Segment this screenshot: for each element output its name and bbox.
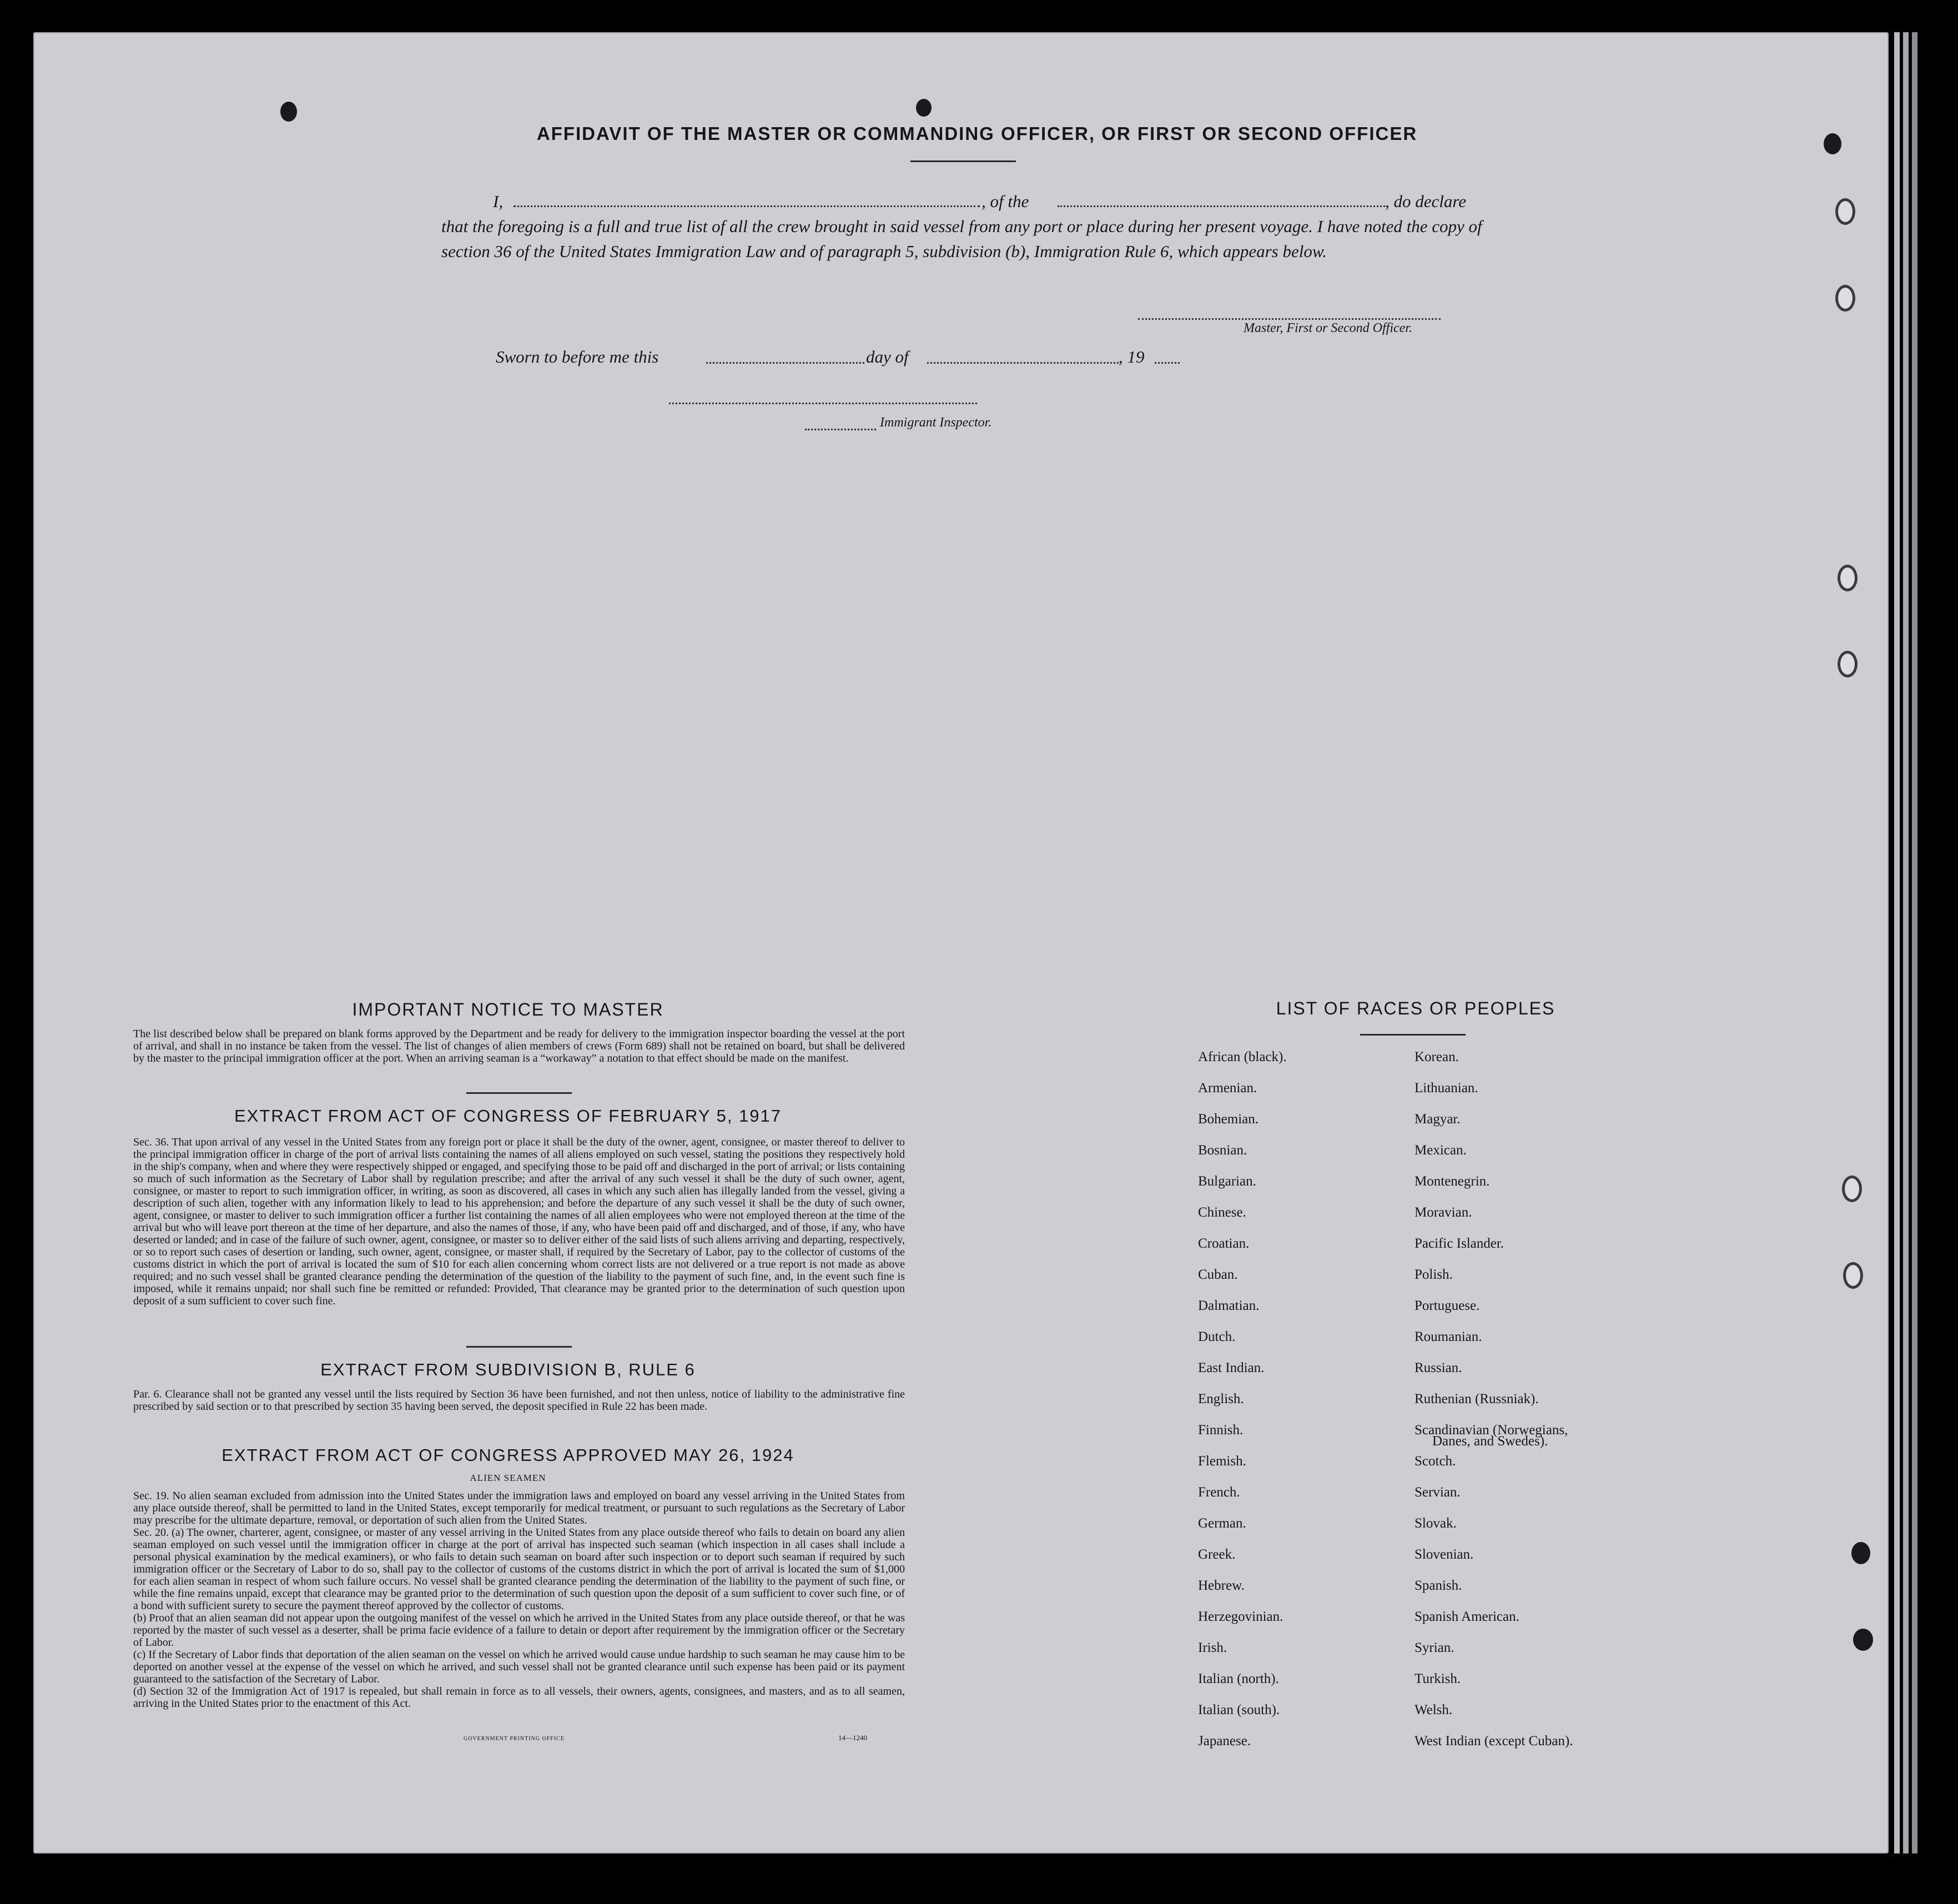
race-item: Welsh. [1415,1702,1453,1717]
punch-hole [1824,133,1841,154]
punch-hole [1853,1629,1873,1651]
page-edge [1912,32,1917,1853]
race-item: African (black). [1198,1049,1287,1064]
race-item: Russian. [1415,1360,1462,1375]
race-item: German. [1198,1516,1246,1531]
race-item: Montenegrin. [1415,1174,1490,1189]
sec-19: Sec. 19. No alien seaman excluded from admission into the United States under the immigration laws and employed on board any vessel arriving in the United States from any place outside thereof, shall be permitted to land in the United States, except temporarily for medical treatment, or pursuant to such regulations as the Secretary of Labor may prescribe for the ultimate departure, removal, or deportation of such alien from the United States. [133,1490,905,1526]
page-edge [1903,32,1909,1853]
notice-title: IMPORTANT NOTICE TO MASTER [352,999,664,1019]
sworn-text: Sworn to before me this [496,347,659,366]
extract-1917-title: EXTRACT FROM ACT OF CONGRESS OF FEBRUARY 5, 1917 [234,1106,782,1126]
extract-rule6-title: EXTRACT FROM SUBDIVISION B, RULE 6 [320,1360,696,1379]
race-item: West Indian (except Cuban). [1415,1734,1573,1749]
race-item: East Indian. [1198,1360,1265,1375]
punch-hole [1842,1175,1862,1202]
race-item: Roumanian. [1415,1329,1482,1344]
race-item: Turkish. [1415,1671,1461,1686]
race-item: Syrian. [1415,1640,1454,1655]
master-signature-label: Master, First or Second Officer. [1244,321,1412,335]
race-item: Mexican. [1415,1143,1467,1158]
race-item: Italian (north). [1198,1671,1279,1686]
form-number: 14—1240 [838,1734,867,1742]
name-blank[interactable] [514,205,980,207]
sec-20c: (c) If the Secretary of Labor finds that deportation of the alien seaman on the vessel on which he arrived would cause undue hardship to such seaman he may cause him to be deported on another vessel at the expense of the vessel on which he arrived, and such vessel shall not be granted clearance until such expense has been paid or its payment guaranteed to the satisfaction of the Secretary of Labor. [133,1649,905,1685]
race-item: Pacific Islander. [1415,1236,1504,1251]
vessel-blank[interactable] [1058,205,1385,207]
punch-hole [1838,651,1858,677]
sec-20b: (b) Proof that an alien seaman did not appear upon the outgoing manifest of the vessel on which he arrived in the United States from any place outside thereof, or that he was reported by the master of such vessel as a deserter, shall be prima facie evidence of a failure to detain or deport after requirement by the immigration officer or the Secretary of Labor. [133,1612,905,1649]
race-item: Polish. [1415,1267,1453,1282]
title-underline [910,160,1016,162]
race-item: Bosnian. [1198,1143,1247,1158]
punch-hole [1835,198,1855,225]
race-item: Bohemian. [1198,1112,1259,1127]
affidavit-i: I, [493,192,504,211]
race-item: Moravian. [1415,1205,1472,1220]
race-item: Italian (south). [1198,1702,1280,1717]
race-item: Cuban. [1198,1267,1238,1282]
race-item: Scandinavian (Norwegians, [1415,1423,1568,1438]
month-blank[interactable] [927,362,1119,364]
race-item: French. [1198,1485,1240,1500]
race-item-continuation: Danes, and Swedes). [1432,1434,1548,1449]
race-item: Lithuanian. [1415,1081,1478,1096]
inspector-sub-line [805,429,876,430]
race-item: Dutch. [1198,1329,1236,1344]
race-item: Dalmatian. [1198,1298,1260,1313]
affidavit-declare: , do declare [1385,192,1467,211]
race-item: Finnish. [1198,1423,1244,1438]
race-item: Ruthenian (Russniak). [1415,1391,1539,1406]
page-edge [1894,32,1900,1853]
race-item: Korean. [1415,1049,1459,1064]
master-signature-line[interactable] [1138,318,1441,320]
races-title-underline [1360,1034,1466,1036]
section-divider [466,1092,572,1094]
race-item: Chinese. [1198,1205,1246,1220]
race-item: Herzegovinian. [1198,1609,1283,1624]
affidavit-text: that the foregoing is a full and true list of all the crew brought in said vessel from any port or place during her present voyage. I have noted the copy of section 36 of the United States Immigration Law and of paragraph 5, subdivision (b), Immigration Rule 6, which appears below. [441,217,1482,261]
printer-imprint: GOVERNMENT PRINTING OFFICE [464,1736,565,1742]
inspector-label: Immigrant Inspector. [880,415,992,430]
race-item: Servian. [1415,1485,1461,1500]
punch-hole [1843,1262,1863,1289]
year-blank[interactable] [1155,362,1180,364]
punch-hole [1838,565,1858,591]
race-item: Spanish. [1415,1578,1462,1593]
day-blank[interactable] [706,362,864,364]
race-item: Portuguese. [1415,1298,1480,1313]
sec-20d: (d) Section 32 of the Immigration Act of 1917 is repealed, but shall remain in force as to all vessels, their owners, agents, consignees, and masters, and as to all seamen, arriving in the United States prior to the enactment of this Act. [133,1685,905,1710]
race-item: Slovenian. [1415,1547,1474,1562]
race-item: Bulgarian. [1198,1174,1256,1189]
punch-hole [1851,1542,1870,1564]
affidavit-of-the: , of the [981,192,1029,211]
extract-rule6-text: Par. 6. Clearance shall not be granted any vessel until the lists required by Section 36 have been furnished, and not then unless, notice of liability to the administrative fine prescribed by said section or to that prescribed by section 35 having been served, the deposit specified in Rule 22 has been made. [133,1388,905,1413]
year-prefix: , 19 [1119,347,1145,366]
race-item: Slovak. [1415,1516,1457,1531]
extract-1924-title: EXTRACT FROM ACT OF CONGRESS APPROVED MAY 26, 1924 [222,1445,794,1465]
punch-hole [1835,285,1855,312]
section-divider [466,1346,572,1348]
alien-seamen-subtitle: ALIEN SEAMEN [470,1473,546,1483]
punch-hole [916,99,932,117]
race-item: Hebrew. [1198,1578,1245,1593]
sec-20a: Sec. 20. (a) The owner, charterer, agent, consignee, or master of any vessel arriving in the United States from any place outside thereof who fails to detain on board any alien seaman employed on such vessel until the immigration officer in charge at the port of arrival has inspected such seaman (which inspection in all cases shall include a personal physical examination by the medical examiners), or who fails to detain such seaman on board after such inspection or to deport such seaman if required by such immigration officer or the Secretary of Labor to do so, shall pay to the collector of customs of the customs district in which the port of arrival is located the sum of $1,000 for each alien seaman in respect of whom such failure occurs. No vessel shall be granted clearance pending the determination of the liability to the payment of such fine, or while the fine remains unpaid, except that clearance may be granted prior to the determination of such question upon the deposit of a sum sufficient to cover such fine, or of a bond with sufficient surety to secure the payment thereof approved by the collector of customs. [133,1526,905,1612]
day-of-text: day of [866,347,909,366]
race-item: Magyar. [1415,1112,1461,1127]
notice-text: The list described below shall be prepared on blank forms approved by the Department and be ready for delivery to the immigration inspector boarding the vessel at the port of arrival, and shall in no instance be taken from the vessel. The list of changes of alien members of crews (Form 689) shall not be retained on board, but shall be delivered by the master to the principal immigration officer at the port. When an arriving seaman is a “workaway” a notation to that effect should be made on the manifest. [133,1028,905,1064]
extract-1917-text: Sec. 36. That upon arrival of any vessel in the United States from any foreign port or place it shall be the duty of the owner, agent, consignee, or master thereof to deliver to the principal immigration officer in charge of the port of arrival lists containing the names of all aliens employed on such vessel, stating the positions they respectively hold in the ship's company, when and where they were respectively shipped or engaged, and specifying those to be paid off and discharged in the port of arrival; or lists containing so much of such information as the Secretary of Labor shall by regulation prescribe; and after the arrival of any such vessel it shall be the duty of such owner, agent, consignee, or master to report to such immigration officer, in writing, as soon as discovered, all cases in which any such alien has illegally landed from the vessel, giving a description of such alien, together with any information likely to lead to his apprehension; and before the departure of any such vessel it shall be the duty of such owner, agent, consignee, or master to deliver to such immigration officer a further list containing the names of all alien employees who were not employed thereon at the time of the arrival but who will leave port thereon at the time of her departure, and also the names of those, if any, who have been paid off and discharged, and of those, if any, who have deserted or landed; and in case of the failure of such owner, agent, consignee, or master so to deliver either of the said lists of such aliens arriving and departing, respectively, or so to report such cases of desertion or landing, such owner, agent, consignee, or master shall, if required by the Secretary of Labor, pay to the collector of customs of the customs district in which the port of arrival is located the sum of $10 for each alien concerning whom correct lists are not delivered or a true report is not made as above required; and no such vessel shall be granted clearance pending the determination of the question of the liability to the payment of such fine, and, in the event such fine is imposed, while it remains unpaid; nor shall such fine be remitted or refunded: Provided, That clearance may be granted prior to the determination of such question upon deposit of a sum sufficient to cover such fine. [133,1136,905,1307]
race-item: Armenian. [1198,1081,1257,1096]
race-item: Croatian. [1198,1236,1250,1251]
race-item: Scotch. [1415,1454,1456,1469]
race-item: Flemish. [1198,1454,1246,1469]
race-item: Greek. [1198,1547,1236,1562]
inspector-signature-line[interactable] [669,403,977,404]
race-item: Spanish American. [1415,1609,1519,1624]
extract-1924-text [133,1490,905,1710]
races-title: LIST OF RACES OR PEOPLES [1276,998,1556,1018]
race-item: English. [1198,1391,1244,1406]
punch-hole [280,102,297,122]
race-item: Irish. [1198,1640,1227,1655]
affidavit-title: AFFIDAVIT OF THE MASTER OR COMMANDING OFFICER, OR FIRST OR SECOND OFFICER [536,123,1418,144]
race-item: Japanese. [1198,1734,1251,1749]
